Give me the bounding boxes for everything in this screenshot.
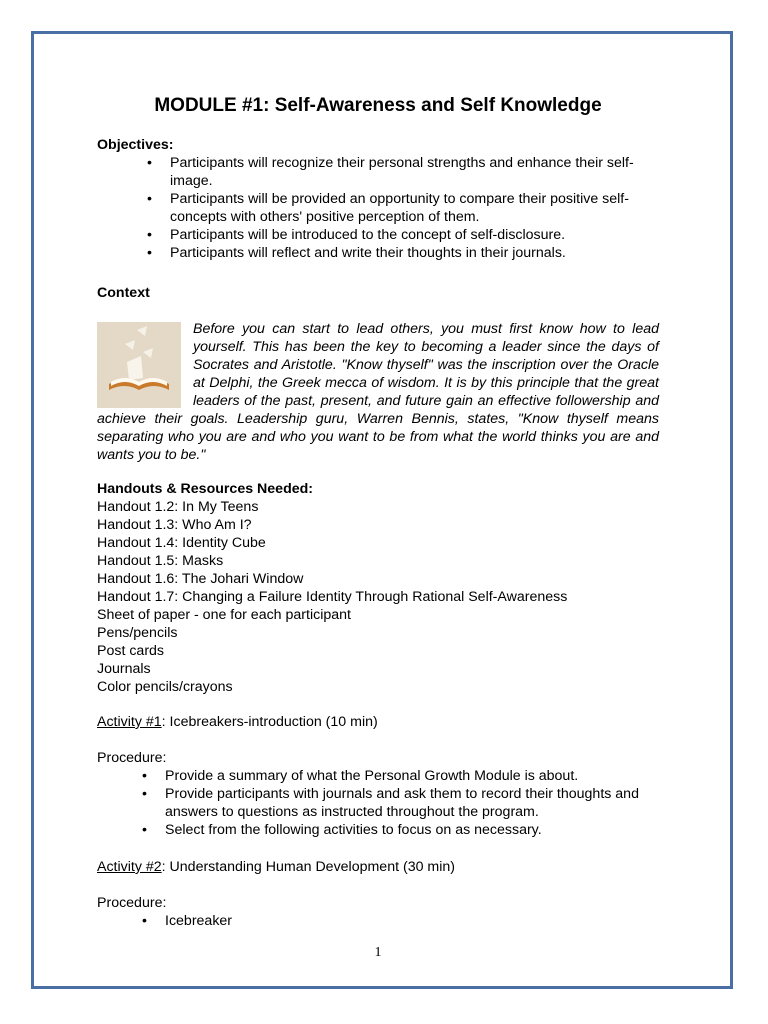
procedure-item: • Select from the following activities to focus on as necessary.: [97, 821, 659, 839]
activity-2-title: [97, 858, 659, 876]
context-heading: Context: [97, 285, 150, 301]
handout-item: Handout 1.5: Masks: [97, 553, 224, 569]
handout-item: Handout 1.3: Who Am I?: [97, 517, 252, 533]
objectives-heading: Objectives:: [97, 137, 174, 153]
activity-2-procedure-heading: Procedure:: [97, 895, 167, 911]
handout-item: Handout 1.6: The Johari Window: [97, 571, 304, 587]
handout-item: Journals: [97, 661, 151, 677]
context-text: Before you can start to lead others, you must first know how to lead yourself. This has been the key to becoming a leader since the days of Socrates and Aristotle. "Know thyself" was the inscription over the Oracle at Delphi, the Greek mecca of wisdom. It is by this principle that the great leaders of the past, present, and future gain an effective followership and achieve their goals. Leadership guru, Warren Bennis, states, "Know thyself means separating who you are and who you want to be from what the world thinks you are and wants you to be.": [97, 321, 659, 463]
objective-item: • Participants will recognize their personal strengths and enhance their self-image.: [97, 154, 659, 190]
objective-item: • Participants will reflect and write their thoughts in their journals.: [97, 244, 659, 262]
context-section: [97, 284, 659, 464]
activity-1-description: : Icebreakers-introduction (10 min): [161, 714, 378, 730]
page-number: 1: [374, 945, 382, 960]
handout-item: Color pencils/crayons: [97, 679, 233, 695]
handout-item: Pens/pencils: [97, 625, 178, 641]
handouts-section: [97, 480, 659, 696]
handout-item: Handout 1.4: Identity Cube: [97, 535, 266, 551]
activity-1-procedure-list: [97, 767, 659, 839]
document-page: [31, 31, 733, 989]
handout-item: Handout 1.7: Changing a Failure Identity Through Rational Self-Awareness: [97, 589, 568, 605]
activity-1-procedure-heading: Procedure:: [97, 750, 167, 766]
handout-item: Handout 1.2: In My Teens: [97, 499, 259, 515]
activity-2-description: : Understanding Human Development (30 min): [161, 859, 456, 875]
activity-1-title: [97, 713, 659, 731]
activity-1-section: [97, 713, 659, 839]
activity-2-procedure-list: [97, 912, 659, 930]
handouts-heading: Handouts & Resources Needed:: [97, 481, 314, 497]
activity-1-label: Activity #1: [97, 714, 162, 730]
objective-item: • Participants will be introduced to the concept of self-disclosure.: [97, 226, 659, 244]
handout-item: Sheet of paper - one for each participant: [97, 607, 351, 623]
procedure-item: • Icebreaker: [97, 912, 659, 930]
objectives-list: [97, 154, 659, 262]
handout-item: Post cards: [97, 643, 165, 659]
objective-item: • Participants will be provided an opportunity to compare their positive self-concepts with others' positive perception of them.: [97, 190, 659, 226]
objectives-section: [97, 136, 659, 262]
open-book-icon: [97, 322, 181, 408]
activity-2-section: [97, 858, 659, 930]
page-title: MODULE #1: Self-Awareness and Self Knowledge: [154, 95, 602, 116]
activity-2-label: Activity #2: [97, 859, 162, 875]
procedure-item: • Provide participants with journals and ask them to record their thoughts and answers to questions as instructed throughout the program.: [97, 785, 659, 821]
procedure-item: • Provide a summary of what the Personal Growth Module is about.: [97, 767, 659, 785]
context-paragraph: [97, 320, 659, 464]
